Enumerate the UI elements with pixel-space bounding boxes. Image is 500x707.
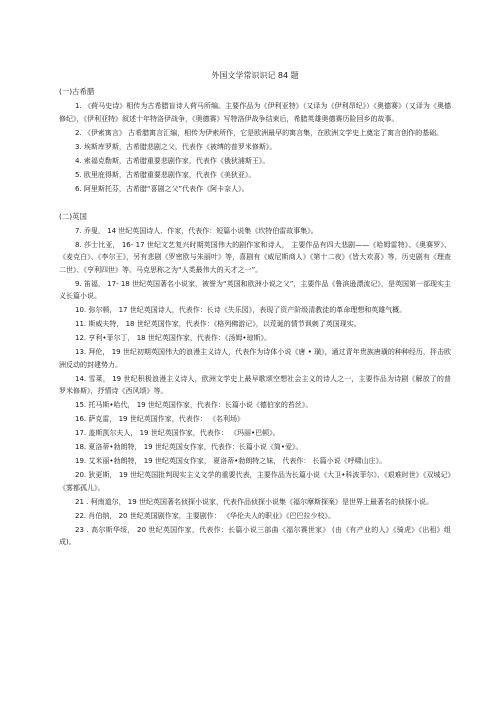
list-item: 2. 《伊索寓言》 古希腊寓言汇编，相传为伊索所作，它是欧洲最早的寓言集，在欧洲文学史上奠定了寓言创作的基础。	[75, 128, 444, 137]
list-item: 15. 托马斯•哈代， 19 世纪英国作家，代表作：长篇小说《德伯家的苔丝》。	[75, 401, 313, 409]
list-item: 9. 笛福， 17- 18 世纪英国著名小说家，被誉为“英国和欧洲小说之父”，主要作品《鲁滨逊漂流记》，是英国第一部现实主义长篇小说。	[59, 279, 451, 300]
section-heading: (二)英国	[59, 211, 87, 221]
list-item: 23 . 高尔斯华绥， 20 世纪英国作家，代表作：长篇小说三部曲《福尔赛世家》 (由《有产业的人》《骑虎》《出租》组成)。	[59, 525, 451, 546]
list-item: 17. 盖斯凯尔夫人， 19 世纪英国作家，代表作： 《玛丽•巴顿》。	[75, 429, 280, 437]
list-item: 1. 《荷马史诗》相传为古希腊盲诗人荷马所编。主要作品为《伊利亚特》（又译为《伊利昂纪》）《奥德赛》（又译为《奥德修纪》，《伊利亚特》叙述十年特洛伊战争，《奥德赛》写特洛伊战争结束后，希腊英雄奥德赛历险回乡的故事。	[59, 102, 451, 123]
list-item: 8. 莎士比亚， 16- 17 世纪文艺复兴时期英国伟大的剧作家和诗人， 主要作品有四大悲剧——《哈姆雷特》、《奥赛罗》、《麦克白》、《李尔王》，另有悲剧《罗密欧与朱丽叶》等，喜剧有《威尼斯商人》《第十二夜》《皆大欢喜》等，历史剧有《理查二世》、《亨利四世》等。马克思称之为“人类最伟大的天才之一”。	[59, 240, 451, 274]
list-item: 5. 欧里庇得斯，古希腊重要悲剧作家，代表作《美狄亚》。	[75, 170, 256, 179]
list-item: 19. 艾米丽•勃朗特， 19 世纪英国女作家， 夏洛蒂•勃朗特之妹， 代表作： 长篇小说《呼啸山庄》。	[75, 457, 387, 465]
list-item: 16. 萨克雷， 19 世纪英国作家，代表作： 《名利场》	[75, 415, 244, 423]
list-item: 22. 肖伯纳， 20 世纪英国剧作家，主要剧作： 《华伦夫人的职业》《巴巴拉少校》。	[75, 511, 335, 520]
list-item: 10. 弥尔顿， 17 世纪英国诗人，代表作：长诗《失乐园》，表现了资产阶级清教徒的革命理想和英雄气概。	[75, 306, 407, 314]
list-item: 18. 夏洛蒂•勃朗特， 19 世纪英国女作家，代表作：长篇小说《简•爱》。	[75, 443, 303, 451]
section-heading: (一)古希腊	[59, 87, 95, 96]
section-england	[59, 212, 451, 549]
document-page	[59, 70, 451, 700]
list-item: 21 . 柯南道尔， 19 世纪英国著名侦探小说家，代表作品侦探小说集《福尔摩斯探案》是世界上最著名的侦探小说。	[75, 497, 433, 506]
list-item: 7. 乔叟， 14 世纪英国诗人、作家，代表作：短篇小说集《坎特伯雷故事集》。	[75, 226, 318, 235]
list-item: 6. 阿里斯托芬，古希腊“喜剧之父”代表作《阿卡奈人》。	[75, 184, 249, 193]
section-ancient-greece	[59, 87, 451, 195]
list-item: 11. 斯威夫特， 18 世纪英国作家，代表作：《格列佛游记》，以荒诞的情节讽刺了英国现实。	[75, 320, 361, 328]
document-title: 外国文学常识识记 84 题	[211, 71, 299, 80]
list-item: 20. 狄更斯， 19 世纪英国批判现实主义文学的重要代表，主要作品为长篇小说《大卫•科波菲尔》、《艰难时世》《双城记》《雾都孤儿》。	[59, 471, 451, 492]
list-item: 14. 雪莱， 19 世纪积极浪漫主义诗人，欧洲文学史上最早歌颂空想社会主义的诗人之一，主要作品为诗剧《解放了的普罗米修斯》，抒情诗《西风颂》等。	[59, 374, 451, 395]
list-item: 12. 亨利•菲尔丁， 18 世纪英国作家，代表作：《汤姆•琼斯》。	[75, 334, 271, 342]
list-item: 13. 拜伦， 19 世纪初期英国伟大的浪漫主义诗人，代表作为诗体小说《唐 • 璜》，通过青年贵族唐璜的种种经历，抨击欧洲反动的封建势力。	[59, 348, 451, 369]
list-item: 4. 索福克勒斯，古希腊重要悲剧作家，代表作《俄狄浦斯王》。	[75, 156, 270, 165]
list-item: 3. 埃斯库罗斯，古希腊悲剧之父，代表作《被缚的普罗米修斯》。	[75, 142, 277, 151]
section-spacer	[59, 197, 451, 212]
